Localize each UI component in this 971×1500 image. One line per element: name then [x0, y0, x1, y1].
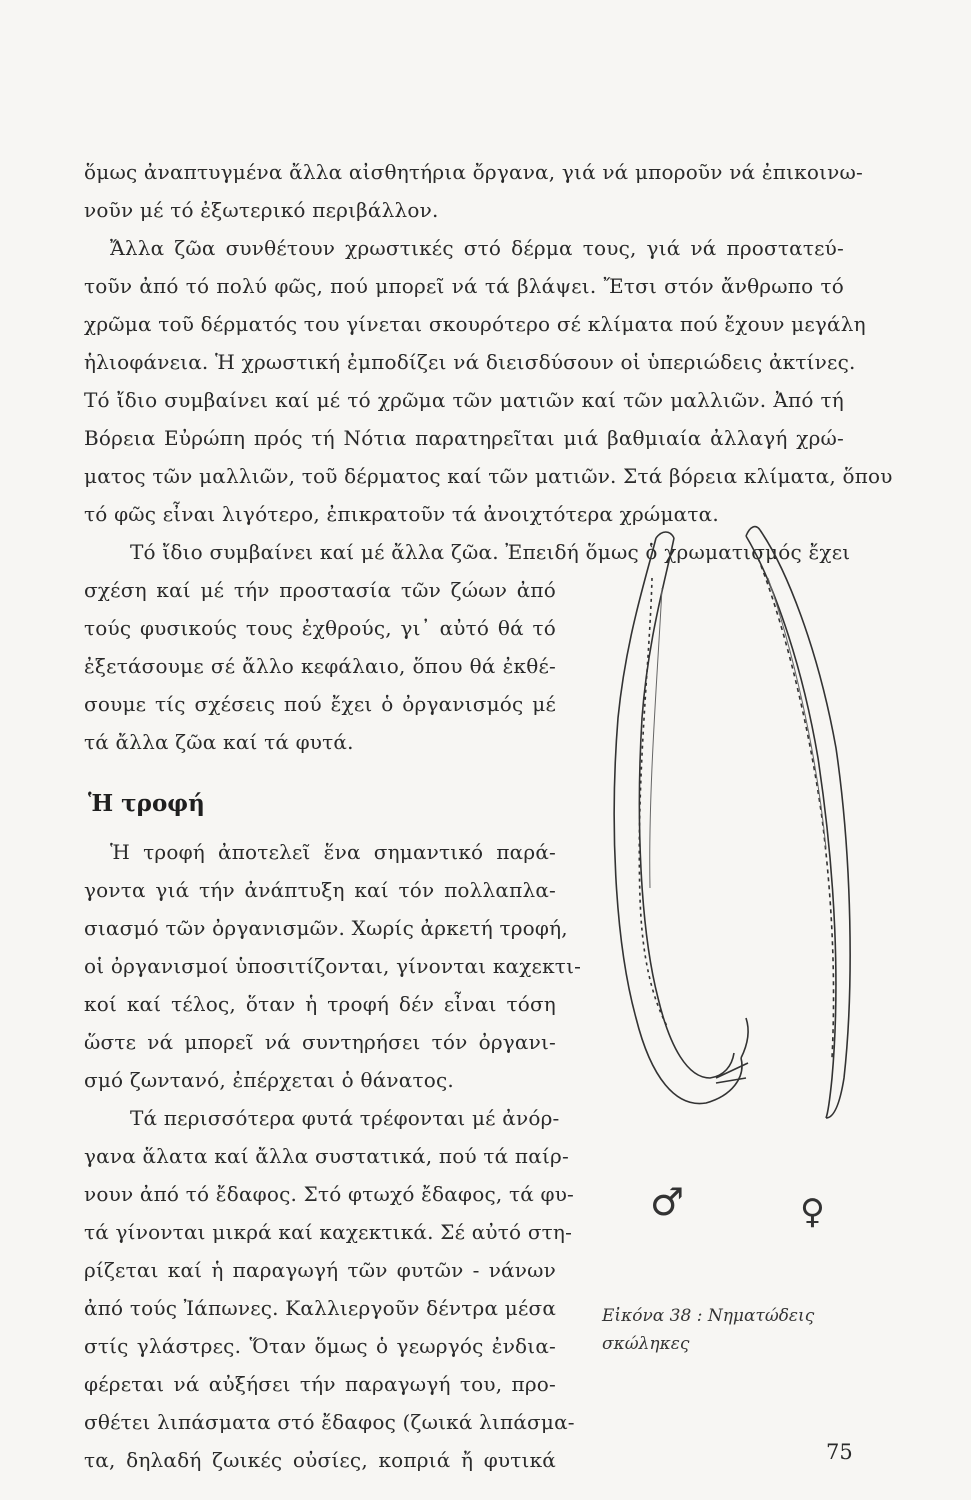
text-line: νοῦν μέ τό ἐξωτερικό περιβάλλον.	[84, 198, 439, 222]
text-line: ἐξετάσουμε σέ ἄλλο κεφάλαιο, ὅπου θά ἐκθέ-	[84, 654, 556, 678]
text-line: ὅμως ἀναπτυγμένα ἄλλα αἰσθητήρια ὄργανα, γιά νά μποροῦν νά ἐπικοινω-	[84, 160, 863, 184]
text-line: ἀπό τούς Ἰάπωνες. Καλλιεργοῦν δέντρα μέσα	[84, 1296, 557, 1320]
text-line: ματος τῶν μαλλιῶν, τοῦ δέρματος καί τῶν ματιῶν. Στά βόρεια κλίματα, ὅπου	[84, 464, 893, 488]
text-line: τούς φυσικούς τους ἐχθρούς, γι᾽ αὐτό θά τό	[84, 616, 556, 640]
text-line: σχέση καί μέ τήν προστασία τῶν ζώων ἀπό	[84, 578, 556, 602]
figure-caption: σκώληκες	[602, 1334, 690, 1354]
male-symbol: ♂	[650, 1180, 685, 1224]
male-nematode	[614, 532, 748, 1104]
text-line: σουμε τίς σχέσεις πού ἔχει ὁ ὀργανισμός μέ	[84, 692, 556, 716]
text-line: ρίζεται καί ἡ παραγωγή τῶν φυτῶν - νάνων	[84, 1258, 556, 1282]
text-line: γοντα γιά τήν ἀνάπτυξη καί τόν πολλαπλα-	[84, 878, 556, 902]
text-line: ἡλιοφάνεια. Ἡ χρωστική ἐμποδίζει νά διεισδύσουν οἱ ὑπεριώδεις ἀκτίνες.	[84, 350, 856, 374]
text-line: τα, δηλαδή ζωικές οὐσίες, κοπριά ἤ φυτικά	[84, 1448, 556, 1472]
text-line: Τό ἴδιο συμβαίνει καί μέ τό χρῶμα τῶν ματιῶν καί τῶν μαλλιῶν. Ἀπό τή	[84, 388, 844, 412]
female-nematode	[746, 527, 850, 1118]
text-line: Βόρεια Εὐρώπη πρός τή Νότια παρατηρεῖται μιά βαθμιαία ἀλλαγή χρώ-	[84, 426, 844, 450]
text-line: τοῦν ἀπό τό πολύ φῶς, πού μπορεῖ νά τά βλάψει. Ἔτσι στόν ἄνθρωπο τό	[84, 274, 844, 298]
text-line: σιασμό τῶν ὀργανισμῶν. Χωρίς ἀρκετή τροφή,	[84, 916, 568, 940]
text-line: ὥστε νά μπορεῖ νά συντηρήσει τόν ὀργανι-	[84, 1030, 556, 1054]
text-line: σμό ζωντανό, ἐπέρχεται ὁ θάνατος.	[84, 1068, 454, 1092]
page-number: 75	[826, 1440, 853, 1464]
figure-caption: Εἰκόνα 38 : Νηματώδεις	[602, 1306, 815, 1326]
text-line: γανα ἅλατα καί ἄλλα συστατικά, πού τά παίρ-	[84, 1144, 569, 1168]
text-line: κοί καί τέλος, ὅταν ἡ τροφή δέν εἶναι τόση	[84, 992, 556, 1016]
text-line: χρῶμα τοῦ δέρματός του γίνεται σκουρότερο σέ κλίματα πού ἔχουν μεγάλη	[84, 312, 866, 336]
text-line: τό φῶς εἶναι λιγότερο, ἐπικρατοῦν τά ἀνοιχτότερα χρώματα.	[84, 502, 719, 526]
text-line: νουν ἀπό τό ἔδαφος. Στό φτωχό ἔδαφος, τά φυ-	[84, 1182, 575, 1206]
female-symbol: ♀	[800, 1192, 825, 1232]
text-line: τά γίνονται μικρά καί καχεκτικά. Σέ αὐτό στη-	[84, 1220, 573, 1244]
text-line: οἱ ὀργανισμοί ὑποσιτίζονται, γίνονται καχεκτι-	[84, 954, 582, 978]
text-line: φέρεται νά αὐξήσει τήν παραγωγή του, προ-	[84, 1372, 556, 1396]
text-line: τά ἄλλα ζῶα καί τά φυτά.	[84, 730, 354, 754]
section-heading: Ἡ τροφή	[88, 790, 205, 817]
text-line: Τό ἴδιο συμβαίνει καί μέ ἄλλα ζῶα. Ἐπειδή ὅμως ὁ χρωματισμός ἔχει	[130, 540, 851, 564]
text-line: Ἄλλα ζῶα συνθέτουν χρωστικές στό δέρμα τους, γιά νά προστατεύ-	[110, 236, 844, 260]
text-line: Ἡ τροφή ἀποτελεῖ ἕνα σημαντικό παρά-	[110, 840, 556, 864]
text-line: Τά περισσότερα φυτά τρέφονται μέ ἀνόρ-	[130, 1106, 560, 1130]
text-line: σθέτει λιπάσματα στό ἔδαφος (ζωικά λιπάσμα-	[84, 1410, 575, 1434]
text-line: στίς γλάστρες. Ὅταν ὅμως ὁ γεωργός ἐνδια-	[84, 1334, 556, 1358]
nematodes-illustration	[596, 518, 856, 1148]
